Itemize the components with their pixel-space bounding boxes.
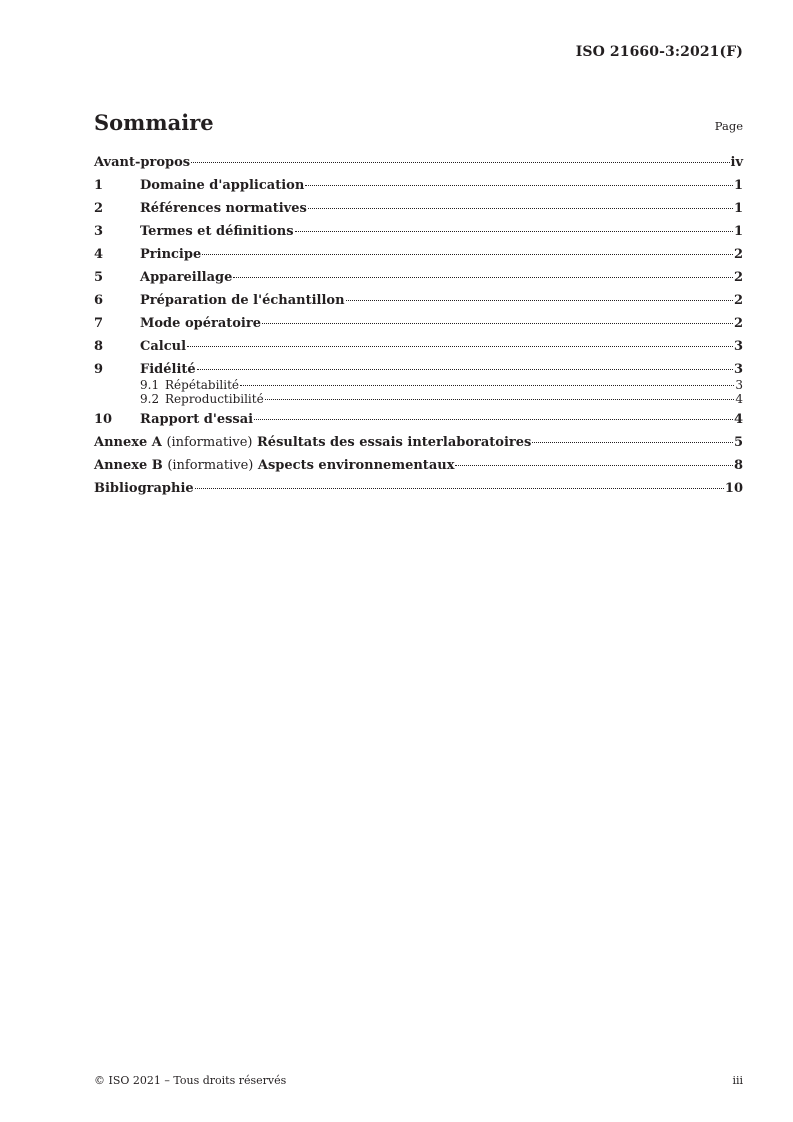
toc-entry-avant-propos[interactable] [94,155,743,171]
page-column-label: Page [714,119,743,133]
leader-dots [233,277,733,278]
toc-entry-2[interactable] [94,201,743,217]
toc-entry-label[interactable] [94,435,531,451]
page-title: Sommaire [94,110,214,135]
toc-subentry-9-2[interactable] [94,392,743,406]
toc-entry-page: 10 [724,481,743,496]
toc-entry-6[interactable] [94,293,743,309]
document-id: ISO 21660-3:2021(F) [575,44,743,60]
toc-entry-label[interactable]: Domaine d'application [140,178,305,193]
annex-kind: (informative) [167,458,254,473]
toc-entry-label[interactable]: Bibliographie [94,481,194,496]
table-of-contents [94,155,743,504]
toc-entry-annexe-a[interactable] [94,435,743,451]
leader-dots [308,208,733,209]
toc-entry-number: 9.1 [140,378,160,392]
toc-entry-page: 4 [733,412,743,427]
toc-entry-label[interactable]: Mode opératoire [140,316,261,331]
toc-entry-label[interactable]: Termes et définitions [140,224,294,239]
toc-entry-page: 1 [733,201,743,216]
toc-entry-10[interactable] [94,412,743,428]
page-number: iii [732,1074,743,1087]
toc-entry-label[interactable]: Répétabilité [165,378,240,392]
toc-entry-label[interactable]: Références normatives [140,201,307,216]
annex-title: Aspects environnementaux [257,458,455,473]
toc-entry-7[interactable] [94,316,743,332]
toc-entry-label[interactable]: Appareillage [140,270,233,285]
leader-dots [265,399,735,400]
toc-entry-page: 3 [733,339,743,354]
toc-entry-number: 2 [94,201,104,216]
toc-entry-number: 7 [94,316,104,331]
toc-entry-3[interactable] [94,224,743,240]
toc-entry-page: iv [730,155,743,170]
toc-entry-page: 4 [735,392,743,406]
leader-dots [305,185,733,186]
toc-entry-label[interactable]: Reproductibilité [165,392,264,406]
toc-entry-number: 10 [94,412,113,427]
toc-entry-5[interactable] [94,270,743,286]
leader-dots [254,419,733,420]
toc-entry-page: 5 [733,435,743,450]
toc-entry-9[interactable] [94,362,743,378]
copyright-notice: © ISO 2021 – Tous droits réservés [94,1074,287,1087]
toc-entry-number: 8 [94,339,104,354]
toc-entry-number: 1 [94,178,104,193]
toc-entry-label[interactable]: Principe [140,247,202,262]
leader-dots [455,465,733,466]
toc-entry-label[interactable]: Préparation de l'échantillon [140,293,345,308]
leader-dots [197,369,733,370]
toc-entry-page: 3 [735,378,743,392]
leader-dots [295,231,733,232]
toc-entry-page: 2 [733,293,743,308]
annex-prefix: Annexe A [94,435,162,450]
leader-dots [262,323,733,324]
leader-dots [191,162,729,163]
toc-entry-annexe-b[interactable] [94,458,743,474]
toc-entry-number: 6 [94,293,104,308]
annex-kind: (informative) [166,435,253,450]
page-footer [94,1074,743,1087]
toc-entry-1[interactable] [94,178,743,194]
toc-entry-bibliographie[interactable] [94,481,743,497]
annex-prefix: Annexe B [94,458,163,473]
toc-entry-label[interactable]: Calcul [140,339,187,354]
toc-subentry-9-1[interactable] [94,378,743,392]
toc-entry-label[interactable]: Rapport d'essai [140,412,254,427]
toc-entry-page: 2 [733,247,743,262]
leader-dots [195,488,724,489]
leader-dots [346,300,733,301]
toc-entry-page: 1 [733,178,743,193]
toc-entry-label[interactable]: Avant-propos [94,155,191,170]
toc-entry-label[interactable]: Fidélité [140,362,196,377]
leader-dots [532,442,733,443]
toc-entry-page: 2 [733,270,743,285]
toc-entry-page: 2 [733,316,743,331]
leader-dots [240,385,734,386]
toc-header [94,110,743,135]
leader-dots [187,346,733,347]
toc-entry-label[interactable] [94,458,454,474]
annex-title: Résultats des essais interlaboratoires [257,435,532,450]
toc-entry-page: 1 [733,224,743,239]
toc-entry-number: 3 [94,224,104,239]
toc-entry-number: 4 [94,247,104,262]
toc-entry-page: 3 [733,362,743,377]
toc-entry-8[interactable] [94,339,743,355]
toc-entry-number: 5 [94,270,104,285]
leader-dots [202,254,733,255]
toc-entry-4[interactable] [94,247,743,263]
toc-entry-page: 8 [733,458,743,473]
toc-entry-number: 9.2 [140,392,160,406]
toc-entry-number: 9 [94,362,104,377]
